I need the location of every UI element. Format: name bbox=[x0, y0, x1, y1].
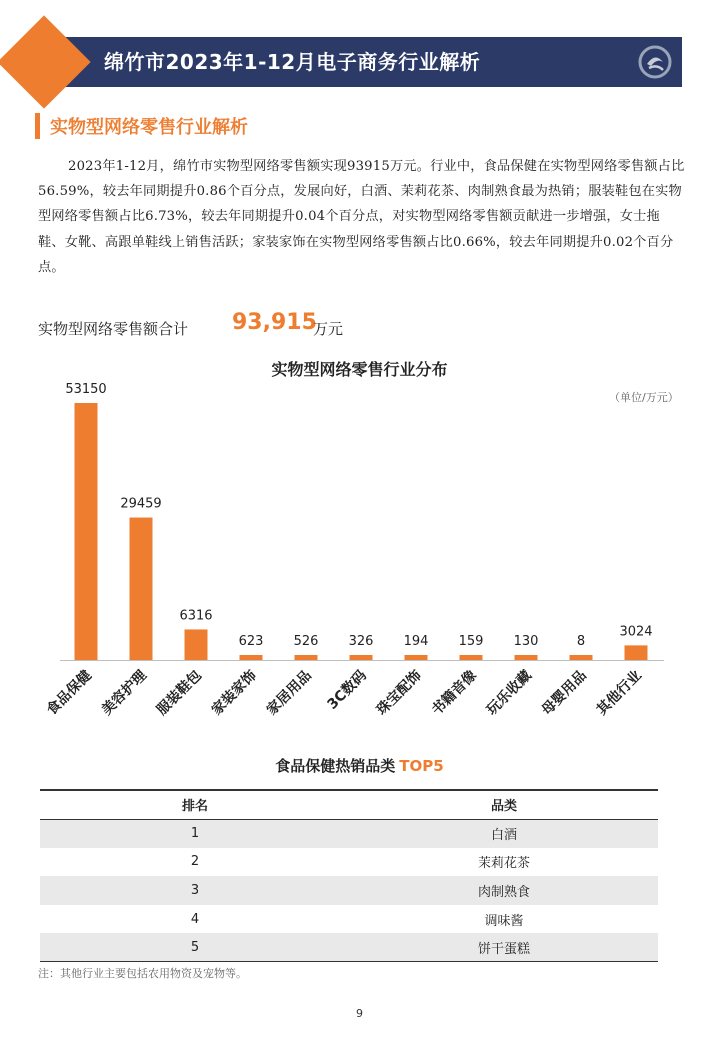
data-label-6: 194 bbox=[403, 634, 429, 649]
table-header-category: 品类 bbox=[350, 790, 658, 819]
bar-2 bbox=[185, 629, 208, 660]
table-cell-category: 调味酱 bbox=[484, 913, 524, 929]
table-row bbox=[40, 905, 658, 934]
header-diamond-decoration bbox=[0, 15, 91, 108]
category-label-0: 食品保健 bbox=[43, 667, 95, 719]
data-label-8: 130 bbox=[513, 634, 539, 649]
chart-unit-label: （单位/万元） bbox=[609, 391, 679, 404]
section-accent-bar bbox=[35, 113, 40, 139]
logo-icon bbox=[637, 44, 673, 80]
table-row bbox=[40, 848, 658, 877]
data-label-4: 526 bbox=[293, 634, 319, 649]
data-label-1: 29459 bbox=[120, 496, 162, 512]
table-title-text: 食品保健热销品类 bbox=[275, 757, 396, 775]
total-unit: 万元 bbox=[313, 320, 344, 338]
category-label-2: 服装鞋包 bbox=[153, 667, 205, 719]
category-label-6: 珠宝配饰 bbox=[373, 667, 425, 719]
bar-1 bbox=[130, 518, 153, 660]
bar-5 bbox=[350, 655, 373, 660]
category-label-10: 其他行业 bbox=[593, 667, 645, 719]
table-cell-rank: 1 bbox=[40, 819, 350, 848]
table-row bbox=[40, 819, 658, 848]
category-label-7: 书籍音像 bbox=[428, 667, 480, 719]
category-label-4: 家居用品 bbox=[263, 667, 315, 719]
industry-bar-chart bbox=[0, 340, 719, 740]
table-header-rank: 排名 bbox=[40, 790, 350, 819]
table-cell-rank: 3 bbox=[40, 876, 350, 905]
table-header-row bbox=[40, 790, 658, 819]
table-cell-category: 白酒 bbox=[350, 819, 658, 848]
data-label-0: 53150 bbox=[65, 382, 107, 397]
table-title-suffix: TOP5 bbox=[399, 757, 444, 775]
category-label-8: 玩乐收藏 bbox=[483, 667, 535, 719]
table-cell-rank: 5 bbox=[40, 933, 350, 962]
summary-paragraph: 2023年1-12月，绵竹市实物型网络零售额实现93915万元。行业中，食品保健在实物型网络零售额占比56.59%，较去年同期提升0.86个百分点，发展向好，白酒、茉莉花茶、肉制熟食最为热销；服装鞋包在实物型网络零售额占比6.73%，较去年同期提升0.04个百分点，对实物型网络零售额贡献进一步增强，女士拖鞋、女靴、高跟单鞋线上销售活跃；家装家饰在实物型网络零售额占比0.66%，较去年同期提升0.02个百分点。 bbox=[38, 159, 685, 275]
data-label-2: 6316 bbox=[179, 608, 213, 624]
data-label-9: 8 bbox=[576, 634, 586, 649]
table-cell-category: 饼干蛋糕 bbox=[350, 933, 658, 962]
top5-table bbox=[40, 789, 658, 962]
bar-9 bbox=[570, 655, 593, 660]
table-title bbox=[0, 755, 719, 776]
total-label: 实物型网络零售额合计 bbox=[38, 320, 189, 338]
page-number: 9 bbox=[356, 1007, 363, 1020]
table-cell-rank: 2 bbox=[190, 854, 200, 870]
bar-10 bbox=[625, 645, 648, 660]
category-label-9: 母婴用品 bbox=[538, 667, 590, 719]
data-label-5: 326 bbox=[348, 634, 374, 649]
category-label-5: 3C数码 bbox=[324, 667, 370, 713]
data-label-7: 159 bbox=[458, 634, 484, 649]
category-label-3: 家装家饰 bbox=[208, 667, 260, 719]
data-label-3: 623 bbox=[238, 634, 264, 649]
bar-3 bbox=[240, 655, 263, 660]
table-cell-rank: 4 bbox=[190, 911, 200, 927]
table-cell-category: 肉制熟食 bbox=[350, 876, 658, 905]
table-row bbox=[40, 933, 658, 962]
bar-0 bbox=[75, 403, 98, 660]
section-title: 实物型网络零售行业解析 bbox=[50, 117, 248, 138]
bar-7 bbox=[460, 655, 483, 660]
total-value: 93,915 bbox=[232, 310, 317, 335]
footnote: 注：其他行业主要包括农用物资及宠物等。 bbox=[38, 967, 247, 980]
chart-title: 实物型网络零售行业分布 bbox=[271, 360, 448, 379]
category-label-1: 美容护理 bbox=[98, 667, 150, 719]
table-row bbox=[40, 876, 658, 905]
bar-4 bbox=[295, 655, 318, 660]
page-title: 绵竹市2023年1-12月电子商务行业解析 bbox=[104, 50, 481, 74]
bar-8 bbox=[515, 655, 538, 660]
data-label-10: 3024 bbox=[619, 624, 653, 640]
table-cell-category: 茉莉花茶 bbox=[477, 856, 530, 872]
bar-6 bbox=[405, 655, 428, 660]
